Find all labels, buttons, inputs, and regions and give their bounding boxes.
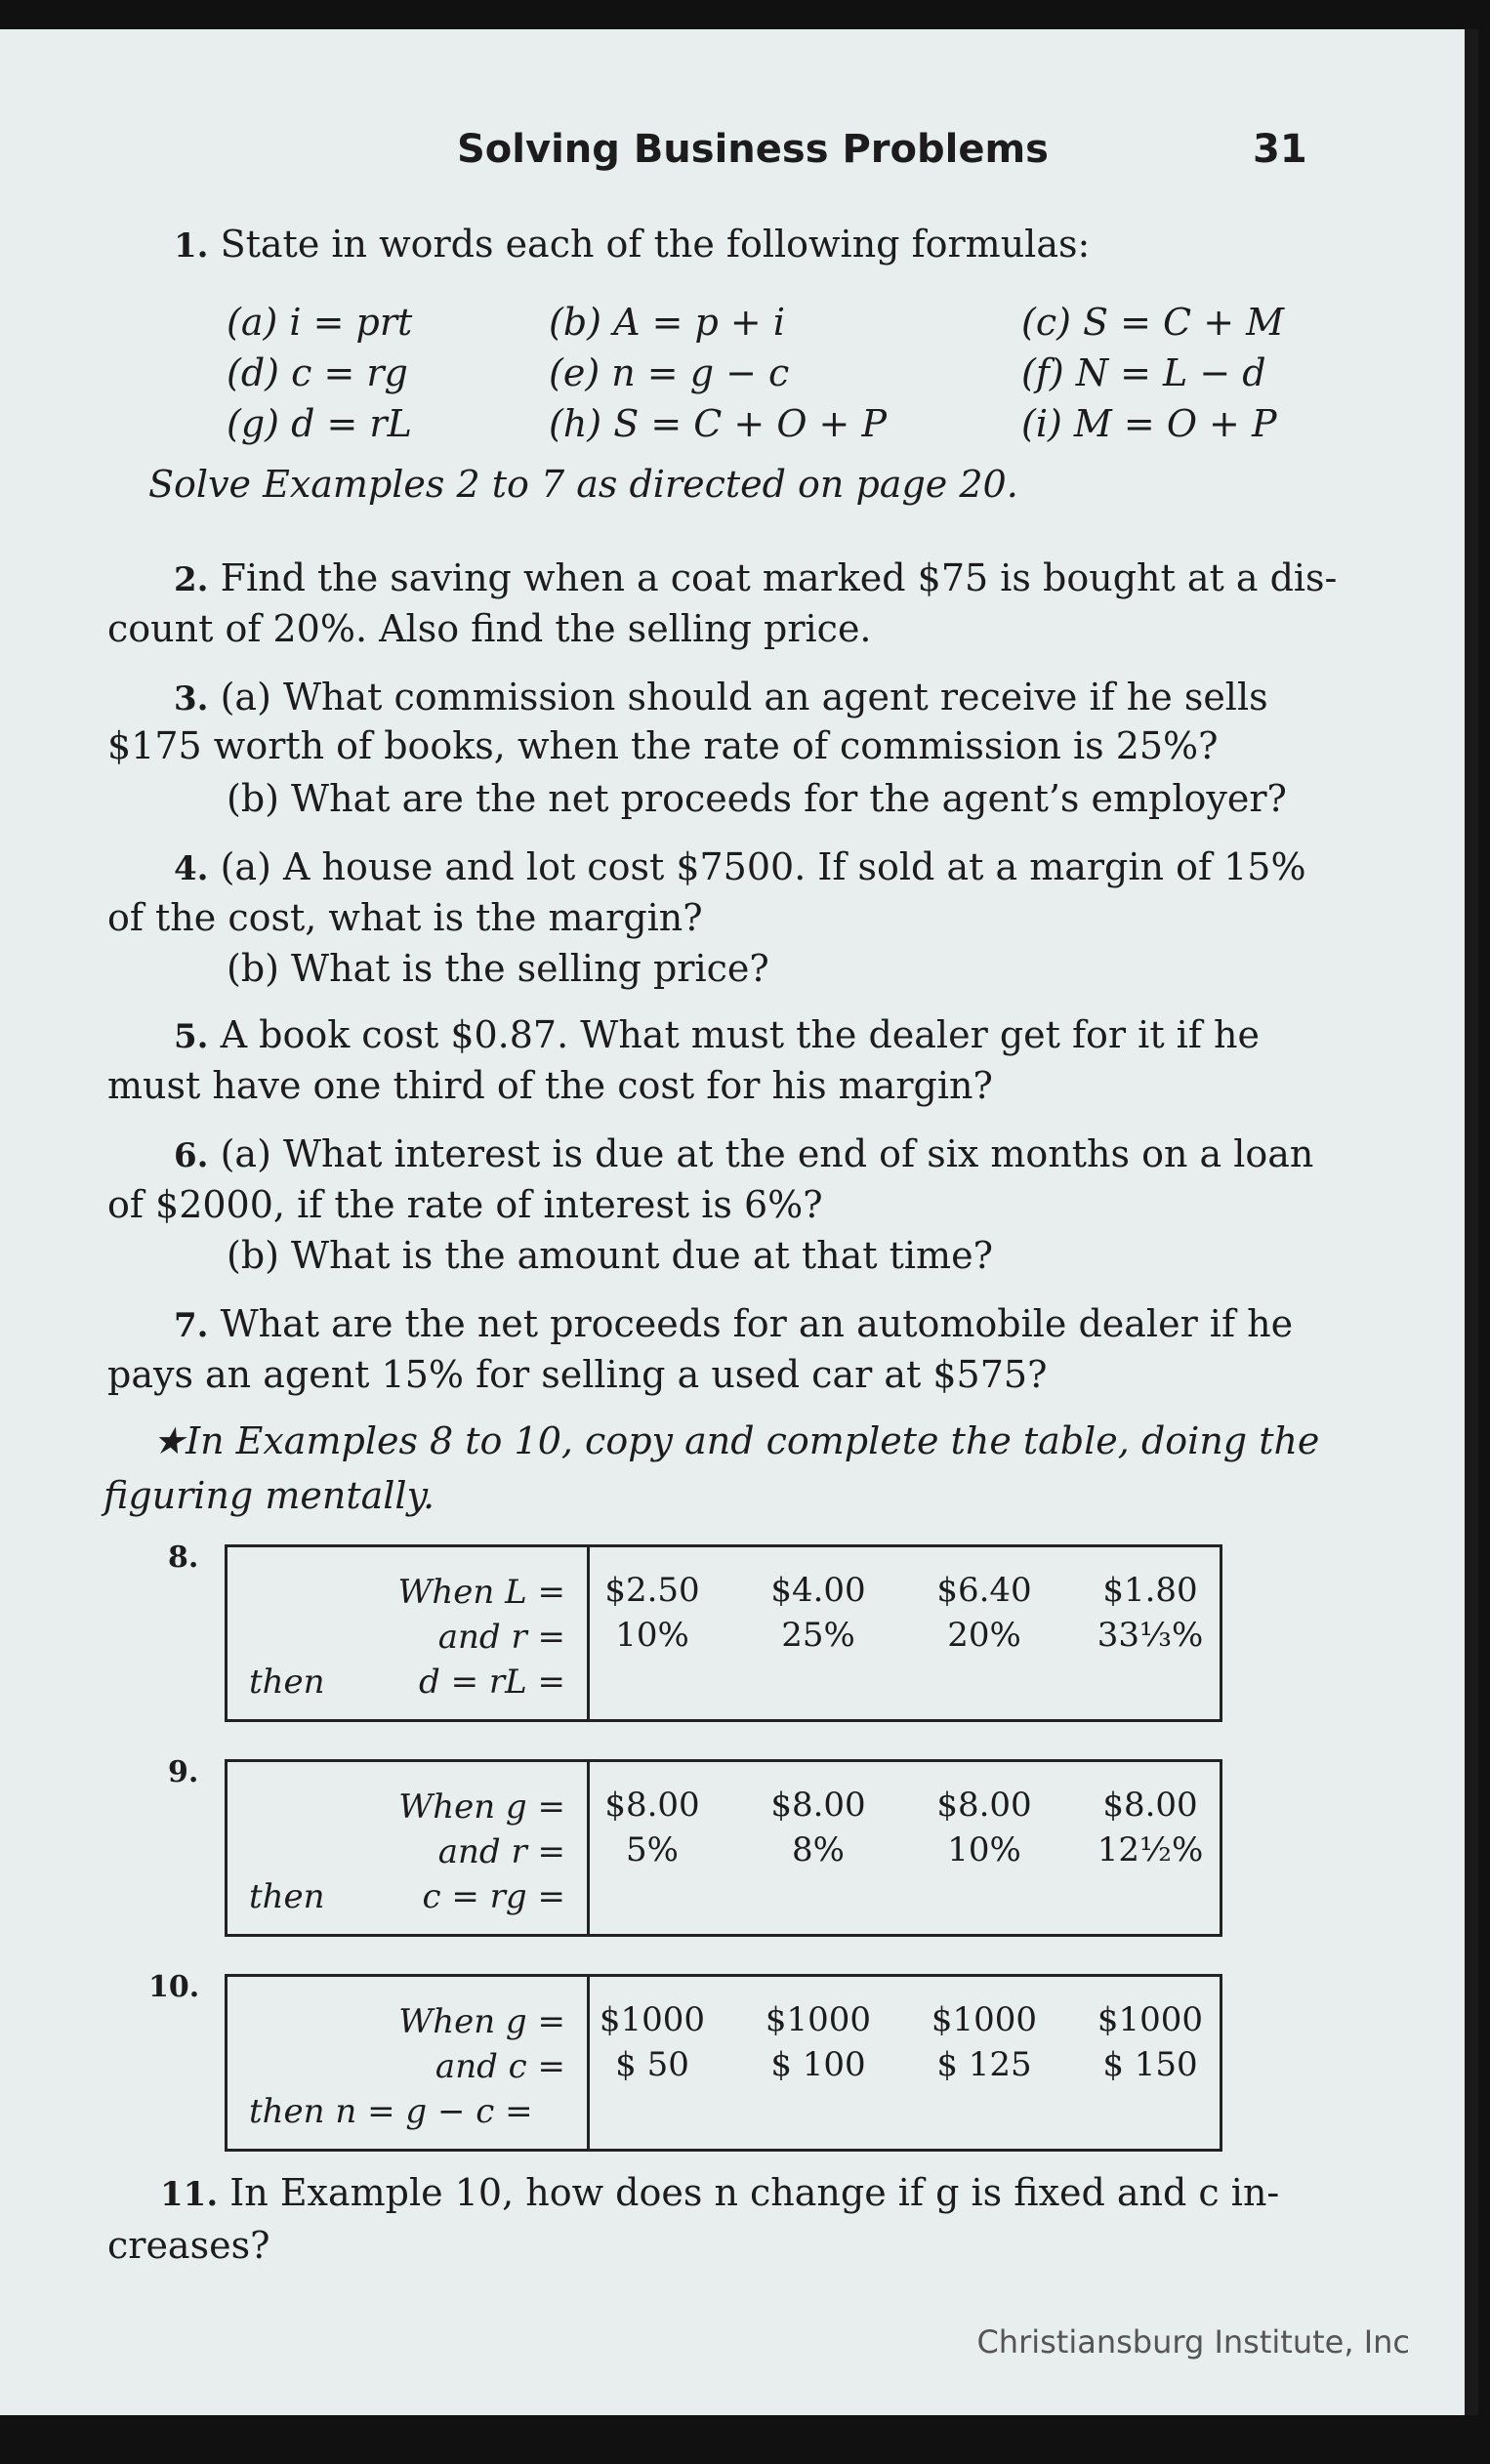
completion-table [225, 1544, 1222, 1722]
table-cell-value: $4.00 [770, 1571, 866, 1610]
row-label-when: When g = [398, 1787, 565, 1827]
example-5-line1 [174, 1009, 1260, 1062]
example-4-line2: of the cost, what is the margin? [107, 896, 703, 939]
example-number: 7. [174, 1306, 209, 1345]
example-5-text: A book cost $0.87. What must the dealer get for it if he [220, 1013, 1260, 1056]
example-number: 4. [174, 849, 209, 888]
formula-label: (i) [1021, 402, 1062, 445]
example-1-text: State in words each of the following formulas: [220, 223, 1091, 266]
formula-expression: A = p + i [613, 301, 785, 344]
row-label-result: c = rg = [422, 1877, 565, 1916]
row-label-result: d = rL = [419, 1663, 565, 1702]
example-7-line2: pays an agent 15% for selling a used car at $575? [107, 1353, 1048, 1396]
table-cell-rate: 10% [615, 1616, 689, 1655]
example-2-line2: count of 20%. Also find the selling price. [107, 607, 872, 650]
table-cell-value: $1000 [1097, 2000, 1204, 2039]
formula-item [549, 351, 789, 394]
formula-item [227, 301, 412, 344]
table-cell-rate: $ 125 [936, 2045, 1032, 2084]
table-cell-value: $8.00 [936, 1786, 1032, 1825]
example-3-line1 [174, 672, 1268, 724]
row-label-then: then n = g − c = [249, 2092, 533, 2131]
formula-expression: d = rL [291, 402, 412, 445]
row-label-and: and r = [437, 1832, 565, 1871]
example-11-line2: creases? [107, 2224, 270, 2267]
table-cell-value: $1000 [765, 2000, 872, 2039]
formula-expression: S = C + M [1083, 301, 1285, 344]
formula-label: (a) [227, 301, 278, 344]
table-cell-value: $1000 [931, 2000, 1038, 2039]
example-4-text: (a) A house and lot cost $7500. If sold at a margin of 15% [220, 845, 1306, 888]
row-label-then: then [249, 1877, 325, 1916]
table-cell-value: $8.00 [770, 1786, 866, 1825]
table-cell-rate: 20% [947, 1616, 1021, 1655]
example-4-line1 [174, 842, 1306, 894]
example-2-text: Find the saving when a coat marked $75 is bought at a dis- [220, 556, 1338, 599]
example-number: 3. [174, 679, 209, 719]
formula-expression: i = prt [289, 301, 413, 344]
completion-table [225, 1974, 1222, 2152]
formula-label: (h) [549, 402, 602, 445]
book-spine-shadow [1465, 29, 1478, 2415]
row-label-when: When g = [398, 2002, 565, 2041]
table-cell-rate: $ 100 [770, 2045, 866, 2084]
table-cell-value: $1000 [599, 2000, 706, 2039]
formula-expression: n = g − c [611, 351, 790, 394]
formula-label: (b) [549, 301, 601, 344]
completion-table [225, 1759, 1222, 1937]
example-number: 1. [174, 226, 209, 266]
example-11-line1 [160, 2167, 1279, 2220]
table-cell-value: $6.40 [936, 1571, 1032, 1610]
table-cell-rate: 5% [626, 1830, 679, 1869]
example-number: 11. [160, 2175, 219, 2214]
instruction-examples-8-10-line1: ★In Examples 8 to 10, copy and complete the table, doing the [152, 1419, 1320, 1462]
example-3-line3: (b) What are the net proceeds for the agent’s employer? [227, 777, 1287, 820]
formula-label: (c) [1021, 301, 1071, 344]
formula-item [1021, 402, 1277, 445]
example-number: 6. [174, 1136, 209, 1175]
formula-item [549, 301, 785, 344]
example-number: 5. [174, 1017, 209, 1056]
example-1 [174, 219, 1090, 271]
table-cell-value: $8.00 [604, 1786, 700, 1825]
formula-expression: c = rg [291, 351, 408, 394]
table-cell-rate: 12½% [1097, 1830, 1204, 1869]
example-6-line1 [174, 1129, 1313, 1181]
formula-item [227, 351, 408, 394]
formula-item [1021, 301, 1284, 344]
formula-item [227, 402, 412, 445]
running-head-title: Solving Business Problems [457, 127, 1049, 172]
table-cell-value: $1.80 [1102, 1571, 1198, 1610]
example-6-line3: (b) What is the amount due at that time? [227, 1234, 993, 1277]
watermark: Christiansburg Institute, Inc [976, 2323, 1410, 2361]
example-2-line1 [174, 553, 1337, 605]
example-number: 2. [174, 560, 209, 599]
example-6-text: (a) What interest is due at the end of six months on a loan [220, 1132, 1314, 1175]
row-label-then: then [249, 1663, 325, 1702]
table-cell-rate: 8% [792, 1830, 845, 1869]
formula-label: (f) [1021, 351, 1064, 394]
example-3-line2: $175 worth of books, when the rate of commission is 25%? [107, 724, 1219, 767]
table-cell-rate: $ 50 [615, 2045, 689, 2084]
table-cell-rate: 33⅓% [1097, 1616, 1204, 1655]
formula-label: (d) [227, 351, 279, 394]
example-7-line1 [174, 1298, 1293, 1351]
page-number: 31 [1253, 127, 1307, 172]
example-3-text: (a) What commission should an agent receive if he sells [220, 676, 1268, 719]
formula-expression: S = C + O + P [613, 402, 888, 445]
formula-item [1021, 351, 1266, 394]
table-cell-value: $8.00 [1102, 1786, 1198, 1825]
row-label-and: and r = [437, 1618, 565, 1657]
example-11-text: In Example 10, how does n change if g is fixed and c in- [229, 2171, 1280, 2214]
formula-expression: N = L − d [1075, 351, 1266, 394]
row-label-and: and c = [435, 2047, 565, 2086]
table-example-number: 8. [168, 1540, 199, 1575]
table-cell-rate: $ 150 [1102, 2045, 1198, 2084]
table-example-number: 10. [148, 1970, 200, 2004]
formula-expression: M = O + P [1073, 402, 1277, 445]
example-5-line2: must have one third of the cost for his margin? [107, 1064, 993, 1107]
formula-label: (g) [227, 402, 279, 445]
formula-item [549, 402, 887, 445]
table-cell-rate: 10% [947, 1830, 1021, 1869]
row-label-when: When L = [397, 1573, 565, 1612]
table-cell-rate: 25% [781, 1616, 855, 1655]
example-7-text: What are the net proceeds for an automobile dealer if he [220, 1302, 1294, 1345]
instruction-examples-8-10-line2: figuring mentally. [103, 1474, 435, 1517]
example-4-line3: (b) What is the selling price? [227, 947, 769, 990]
formula-label: (e) [549, 351, 600, 394]
table-cell-value: $2.50 [604, 1571, 700, 1610]
example-6-line2: of $2000, if the rate of interest is 6%? [107, 1183, 823, 1226]
instruction-examples-2-7: Solve Examples 2 to 7 as directed on page 20. [148, 463, 1018, 506]
table-example-number: 9. [168, 1755, 199, 1789]
book-page [0, 29, 1478, 2415]
